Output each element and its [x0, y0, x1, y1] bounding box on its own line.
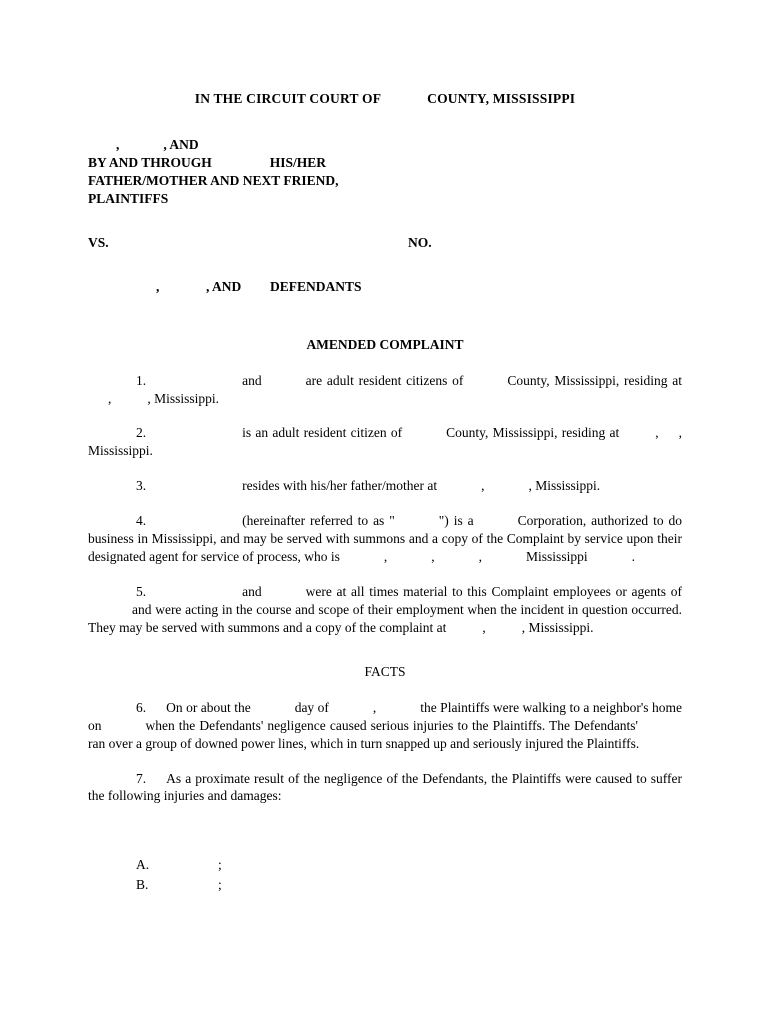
- paragraph-6: [88, 699, 682, 753]
- paragraph-4-seg-1: (hereinafter referred to as ": [242, 513, 395, 529]
- paragraph-1-number: 1.: [136, 372, 147, 388]
- court-title-suffix: COUNTY, MISSISSIPPI: [427, 91, 576, 106]
- paragraph-6-seg-3: ,: [372, 699, 377, 715]
- caption-plaintiff-comma: ,: [116, 136, 120, 152]
- paragraph-2-seg-2: County, Mississippi, residing at: [446, 425, 620, 441]
- caption-defendants-label: DEFENDANTS: [270, 278, 362, 294]
- paragraph-5-seg-3: and were acting in the course and scope of their employment when the incident in question occurred. They may be served with summons and a copy of the complaint at: [88, 602, 682, 636]
- damages-item-a-text: ;: [218, 857, 222, 873]
- damages-list-item-a: [136, 855, 682, 875]
- paragraph-7-number: 7.: [136, 770, 147, 786]
- paragraph-3: [88, 477, 682, 495]
- paragraph-5: [88, 583, 682, 637]
- caption-line-plaintiffs-2: [88, 154, 682, 172]
- case-caption: [88, 136, 682, 208]
- caption-line-plaintiffs-4: [88, 190, 682, 208]
- paragraph-6-seg-2: day of: [294, 699, 329, 715]
- paragraph-5-number: 5.: [136, 584, 147, 600]
- paragraph-2-seg-1: is an adult resident citizen of: [242, 425, 403, 441]
- paragraph-7: [88, 770, 682, 806]
- paragraph-6-seg-6: ran over a group of downed power lines, which in turn snapped up and seriously injured the Plaintiffs.: [88, 735, 640, 751]
- damages-item-a-letter: A.: [136, 857, 150, 873]
- caption-case-number-label: NO.: [408, 234, 432, 250]
- paragraph-5-seg-1: and: [242, 584, 262, 600]
- caption-vs-label: VS.: [88, 234, 109, 250]
- paragraph-3-number: 3.: [136, 478, 147, 494]
- paragraph-4-seg-3: Corporation, authorized to do business in Mississippi, and may be served with summons and a copy of the Complaint by service upon their designated agent for service of process, who is: [88, 513, 682, 565]
- document-heading: AMENDED COMPLAINT: [306, 336, 464, 352]
- caption-line-plaintiffs-1: [88, 136, 682, 154]
- paragraph-4: [88, 512, 682, 566]
- paragraph-6-number: 6.: [136, 699, 147, 715]
- caption-plaintiff-and: , AND: [163, 136, 199, 152]
- damages-item-b-text: ;: [218, 877, 222, 892]
- caption-defendant-and: , AND: [206, 278, 242, 294]
- paragraph-3-seg-3: , Mississippi.: [528, 478, 601, 494]
- caption-by-and-through: BY AND THROUGH: [88, 154, 212, 170]
- paragraph-7-seg-1: As a proximate result of the negligence of the Defendants, the Plaintiffs were caused to suffer the following injuries and damages:: [88, 770, 682, 804]
- caption-plaintiffs-label: PLAINTIFFS: [88, 190, 169, 206]
- damages-list: [136, 855, 682, 894]
- paragraph-4-seg-5: ,: [431, 549, 435, 565]
- paragraph-4-seg-2: ") is a: [438, 513, 474, 529]
- court-title-prefix: IN THE CIRCUIT COURT OF: [194, 91, 382, 106]
- caption-defendant-comma: ,: [156, 278, 160, 294]
- paragraph-1-seg-5: , Mississippi.: [147, 390, 220, 406]
- paragraph-5-seg-5: , Mississippi.: [521, 620, 594, 636]
- caption-vs-row: [88, 234, 682, 252]
- caption-hisher: HIS/HER: [269, 154, 327, 170]
- paragraph-3-seg-1: resides with his/her father/mother at: [242, 478, 438, 494]
- paragraph-1-seg-1: and: [242, 372, 262, 388]
- court-title: [88, 80, 682, 109]
- caption-defendants-row: [88, 278, 682, 296]
- paragraph-1-seg-2: are adult resident citizens of: [305, 372, 464, 388]
- damages-item-b-letter: B.: [136, 877, 149, 892]
- paragraph-4-seg-6: ,: [478, 549, 483, 565]
- caption-next-friend: FATHER/MOTHER AND NEXT FRIEND,: [88, 172, 339, 188]
- paragraph-2-number: 2.: [136, 425, 147, 441]
- paragraph-1: [88, 372, 682, 408]
- paragraph-5-seg-4: ,: [482, 620, 486, 636]
- paragraph-1-seg-3: County, Mississippi, residing at: [507, 372, 682, 388]
- document-body: [88, 80, 682, 895]
- paragraph-4-number: 4.: [136, 513, 147, 529]
- damages-list-item-b: [136, 875, 682, 895]
- paragraph-4-seg-8: .: [631, 549, 635, 565]
- paragraph-2-seg-4: , Mississippi.: [88, 425, 682, 459]
- paragraph-2: [88, 424, 682, 460]
- paragraph-2-seg-3: ,: [655, 425, 659, 441]
- paragraph-3-seg-2: ,: [481, 478, 485, 494]
- paragraph-4-seg-4: ,: [383, 549, 388, 565]
- paragraph-6-seg-1: On or about the: [166, 699, 251, 715]
- paragraph-5-seg-2: were at all times material to this Complaint employees or agents of: [305, 584, 682, 600]
- paragraph-6-seg-5: when the Defendants' negligence caused serious injuries to the Plaintiffs. The Defendants': [145, 717, 638, 733]
- paragraph-4-seg-7: Mississippi: [526, 549, 588, 565]
- paragraph-6-seg-4: the Plaintiffs were walking to a neighbor's home on: [88, 699, 682, 733]
- caption-line-plaintiffs-3: [88, 172, 682, 190]
- facts-heading: FACTS: [364, 664, 406, 680]
- paragraph-1-seg-4: ,: [108, 390, 112, 406]
